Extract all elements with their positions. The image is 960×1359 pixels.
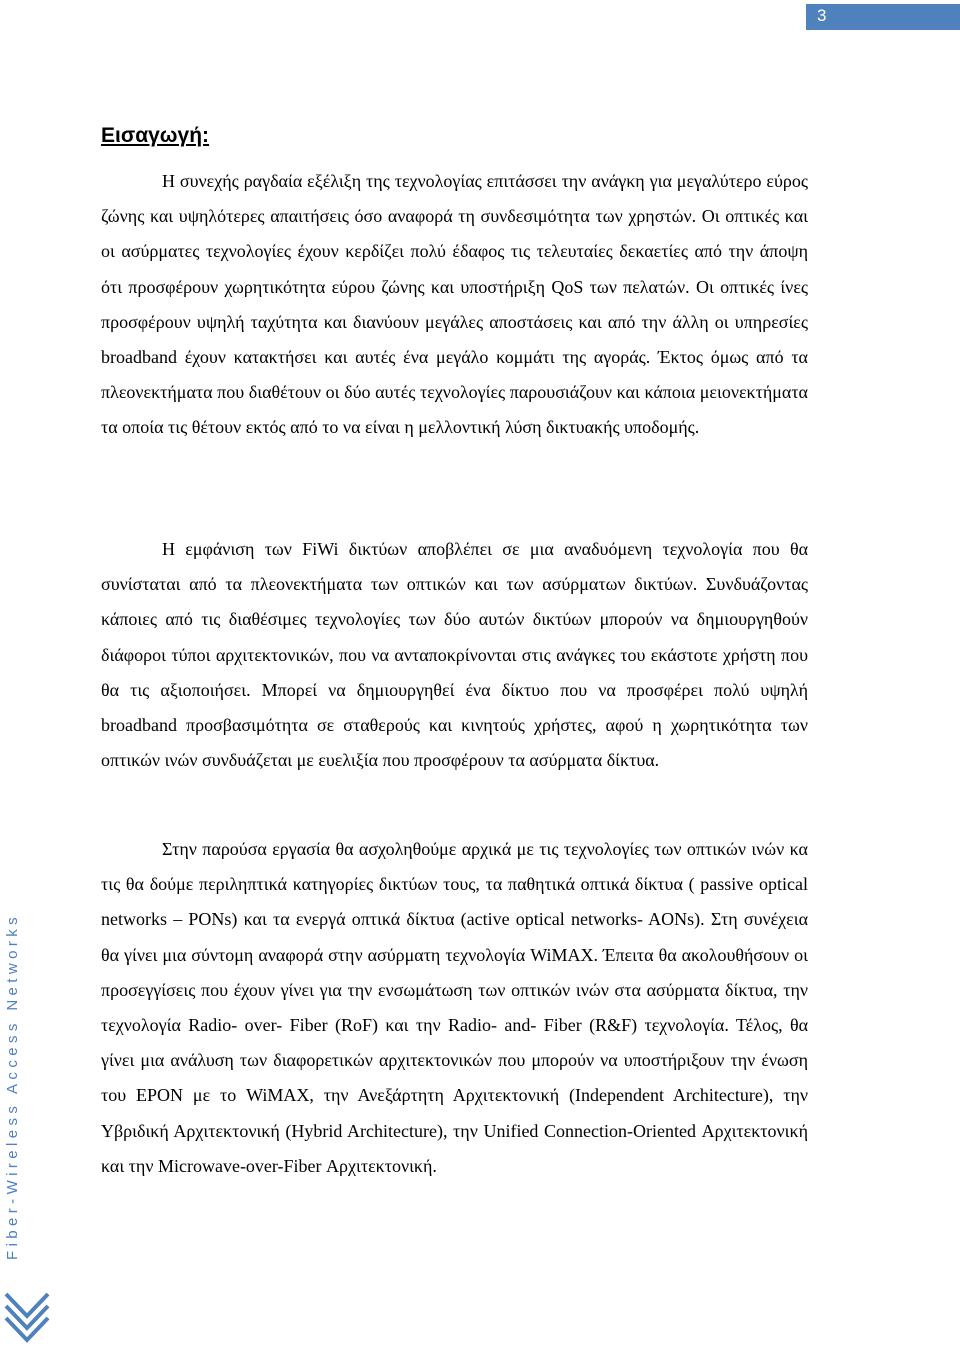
section-heading: Εισαγωγή:	[101, 124, 210, 147]
sidebar-title: Fiber-Wireless Access Networks	[4, 912, 21, 1260]
chevron-down-icon	[4, 1290, 50, 1350]
page-number: 3	[817, 6, 827, 25]
page-number-box	[806, 4, 960, 30]
paragraph-3: Στην παρούσα εργασία θα ασχοληθούμε αρχικά με τις τεχνολογίες των οπτικών ινών κα τις θα δούμε περιληπτικά κατηγορίες δικτύων τους, τα παθητικά οπτικά δίκτυα ( passive optical networks – PONs) και τα ενεργά οπτικά δίκτυα (active optical networks- AONs). Στη συνέχεια θα γίνει μια σύντομη αναφορά στην ασύρματη τεχνολογία WiMAX. Έπειτα θα ακολουθήσουν οι προσεγγίσεις που έχουν γίνει για την ενσωμάτωση των οπτικών ινών στα ασύρματα δίκτυα, την τεχνολογία Radio- over- Fiber (RoF) και την Radio- and- Fiber (R&F) τεχνολογία. Τέλος, θα γίνει μια ανάλυση των διαφορετικών αρχιτεκτονικών που μπορούν να υποστήριξουν την ένωση του EPON με το WiMAX, την Ανεξάρτητη Αρχιτεκτονική (Independent Architecture), την Υβριδική Αρχιτεκτονική (Hybrid Architecture), την Unified Connection-Oriented Αρχιτεκτονική και την Microwave-over-Fiber Αρχιτεκτονική.	[101, 839, 808, 1176]
paragraph-2: Η εμφάνιση των FiWi δικτύων αποβλέπει σε μια αναδυόμενη τεχνολογία που θα συνίσταται από τα πλεονεκτήματα των οπτικών και των ασύρματων δικτύων. Συνδυάζοντας κάποιες από τις διαθέσιμες τεχνολογίες των δύο αυτών δικτύων μπορούν να δημιουργηθούν διάφοροι τύποι αρχιτεκτονικών, που να ανταποκρίνονται στις ανάγκες του εκάστοτε χρήστη που θα τις αξιοποιήσει. Μπορεί να δημιουργηθεί ένα δίκτυο που να προσφέρει πολύ υψηλή broadband προσβασιμότητα σε σταθερούς και κινητούς χρήστες, αφού η χωρητικότητα των οπτικών ινών συνδυάζεται με ευελιξία που προσφέρουν τα ασύρματα δίκτυα.	[101, 539, 808, 771]
paragraph-1: Η συνεχής ραγδαία εξέλιξη της τεχνολογίας επιτάσσει την ανάγκη για μεγαλύτερο εύρος ζώνης και υψηλότερες απαιτήσεις όσο αναφορά τη συνδεσιμότητα των χρηστών. Οι οπτικές και οι ασύρματες τεχνολογίες έχουν κερδίζει πολύ έδαφος τις τελευταίες δεκαετίες από την άποψη ότι προσφέρουν χωρητικότητα εύρου ζώνης και υποστήριξη QoS των πελατών. Οι οπτικές ίνες προσφέρουν υψηλή ταχύτητα και διανύουν μεγάλες αποστάσεις και από την άλλη οι υπηρεσίες broadband έχουν κατακτήσει και αυτές ένα μεγάλο κομμάτι της αγοράς. Έκτος όμως από τα πλεονεκτήματα που διαθέτουν οι δύο αυτές τεχνολογίες παρουσιάζουν και κάποια μειονεκτήματα τα οποία τις θέτουν εκτός από το να είναι η μελλοντική λύση δικτυακής υποδομής.	[101, 171, 808, 438]
